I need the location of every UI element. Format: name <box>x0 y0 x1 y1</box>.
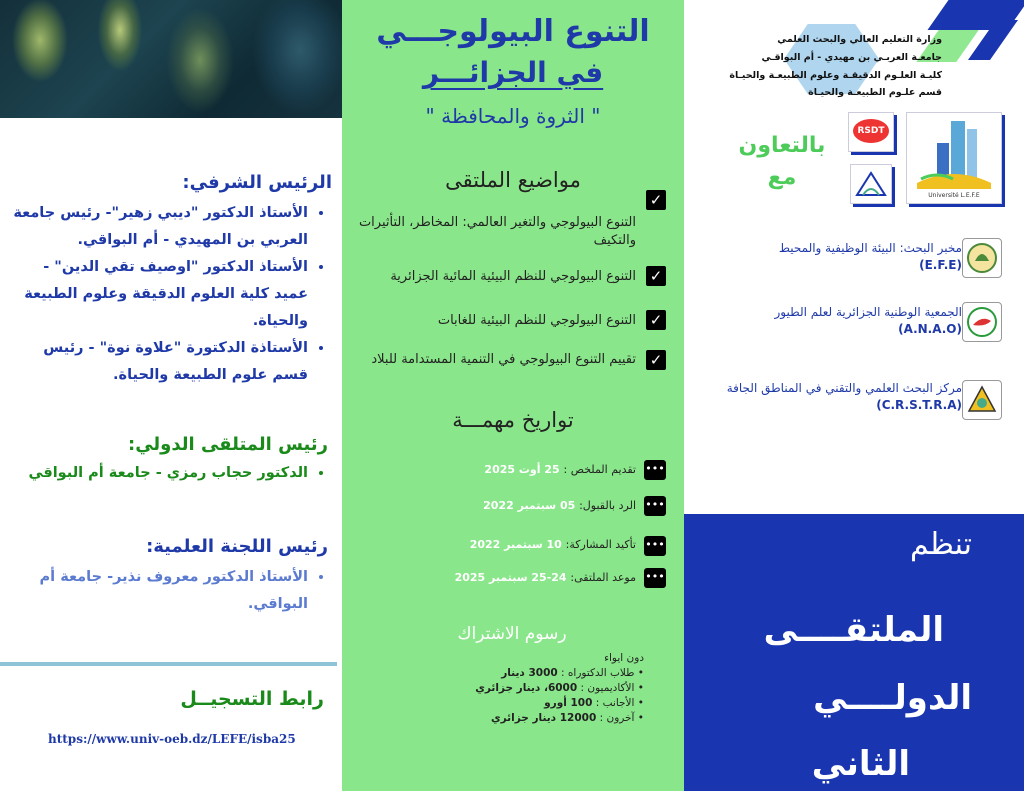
anao-logo <box>962 302 1002 342</box>
big-title-line-1: الملتقــــى <box>763 610 944 650</box>
chat-icon: ••• <box>644 536 666 556</box>
fee-item: • طلاب الدكتوراه : 3000 دينار <box>501 667 644 679</box>
right-panel <box>684 0 1024 791</box>
registration-link[interactable]: https://www.univ-oeb.dz/LEFE/isba25 <box>48 732 296 746</box>
list-item: • الأستاذ الدكتور "اوصيف تقي الدين" - عميد كلية العلوم الدقيقة وعلوم الطبيعة والحياة. <box>8 254 308 335</box>
date-item: الرد بالقبول: 05 سبتمبر 2022 <box>483 499 636 512</box>
efe-lab-logo <box>962 238 1002 278</box>
dgrsdt-logo: RSDT <box>848 112 894 152</box>
collaboration-label: بالتعاون مع <box>738 133 826 190</box>
topic-item: التنوع البيولوجي للنظم البيئية المائية الجزائرية <box>390 269 636 284</box>
organize-label: تنظم <box>910 527 972 562</box>
check-icon: ✓ <box>646 350 666 370</box>
list-item: • الأستاذ الدكتور معروف نذير- جامعة أم البواقي. <box>18 564 308 618</box>
institution-line: قسم علـوم الطبيعـة والحيـاة <box>808 87 942 98</box>
institution-line: كليـة العلـوم الدقيقـة وعلوم الطبيعـة والحيـاة <box>729 70 942 81</box>
divider <box>0 662 337 666</box>
bird-icon <box>963 303 1001 341</box>
fees-note: دون ايواء <box>604 652 644 664</box>
date-item: تقديم الملخص : 25 أوت 2025 <box>484 463 636 476</box>
big-title-line-3: الثاني <box>811 744 910 784</box>
topic-item: التنوع البيولوجي والتغير العالمي: المخاطر، التأثيرات والتكيف <box>358 215 636 248</box>
subtitle: " الثروة والمحافظة " <box>425 104 601 128</box>
check-icon: ✓ <box>646 190 666 210</box>
lab-item: مركز البحث العلمي والتقني في المناطق الجافة (C.R.S.T.R.A) <box>726 381 962 412</box>
topic-item: تقييم التنوع البيولوجي في التنمية المستدامة للبلاد <box>371 352 636 367</box>
sci-chair-heading: رئيس اللجنة العلمية: <box>146 536 328 557</box>
topic-item: التنوع البيولوجي للنظم البيئية للغابات <box>437 313 636 328</box>
registration-heading: رابط التسجيــل <box>180 688 324 710</box>
lab-item: مخبر البحث: البيئة الوظيفية والمحيط (E.F.E) <box>778 241 962 272</box>
check-icon: ✓ <box>646 266 666 286</box>
topics-heading: مواضيع الملتقى <box>445 168 581 192</box>
list-item: • الدكتور حجاب رمزي - جامعة أم البواقي <box>8 460 308 487</box>
microscope-photo <box>0 0 342 118</box>
date-item: تأكيد المشاركة: 10 سبتمبر 2022 <box>469 538 636 551</box>
fee-item: • الأكاديميون : 6000، دينار جزائري <box>475 682 644 694</box>
chat-icon: ••• <box>644 568 666 588</box>
left-panel <box>0 0 342 791</box>
title-line-1: التنوع البيولوجـــي <box>376 14 650 49</box>
chat-icon: ••• <box>644 460 666 480</box>
university-building-icon <box>907 113 1001 203</box>
arid-logo <box>850 164 892 204</box>
crstra-icon <box>963 381 1001 419</box>
fee-item: • آخرون : 12000 دينار جزائري <box>491 712 644 724</box>
honorary-chair-list <box>8 200 330 389</box>
intl-chair-heading: رئيس المتلقى الدولي: <box>128 434 328 455</box>
list-item: • الأستاذ الدكتور "ديبي زهير"- رئيس جامعة العربي بن المهيدي - أم البواقي. <box>8 200 308 254</box>
sci-chair-list <box>18 564 330 618</box>
dates-heading: تواريخ مهمـــة <box>452 408 574 432</box>
crstra-logo <box>962 380 1002 420</box>
university-logo: Université L.E.F.E <box>906 112 1002 204</box>
date-item: موعد الملتقى: 24-25 سبتمبر 2025 <box>454 571 636 584</box>
fee-item: • الأجانب : 100 أورو <box>544 697 644 709</box>
middle-panel <box>342 0 684 791</box>
lab-item: الجمعية الوطنية الجزائرية لعلم الطيور (A.N.A.O) <box>774 305 962 336</box>
check-icon: ✓ <box>646 310 666 330</box>
institution-line: وزارة التعليم العالي والبحث العلمي <box>777 34 942 45</box>
chat-icon: ••• <box>644 496 666 516</box>
fees-heading: رسوم الاشتراك <box>457 624 567 644</box>
big-title-line-2: الدولــــي <box>813 678 972 718</box>
honorary-chair-heading: الرئيس الشرفي: <box>182 172 332 193</box>
title-line-2: في الجزائـــر <box>422 56 604 89</box>
list-item: • الأستاذة الدكتورة "علاوة نوة" - رئيس قسم علوم الطبيعة والحياة. <box>8 335 308 389</box>
institution-line: جامعـة العربـي بن مهيدي - أم البواقـي <box>761 52 942 63</box>
leaf-icon <box>963 239 1001 277</box>
intl-chair-list <box>8 460 330 487</box>
arid-icon <box>851 165 891 203</box>
